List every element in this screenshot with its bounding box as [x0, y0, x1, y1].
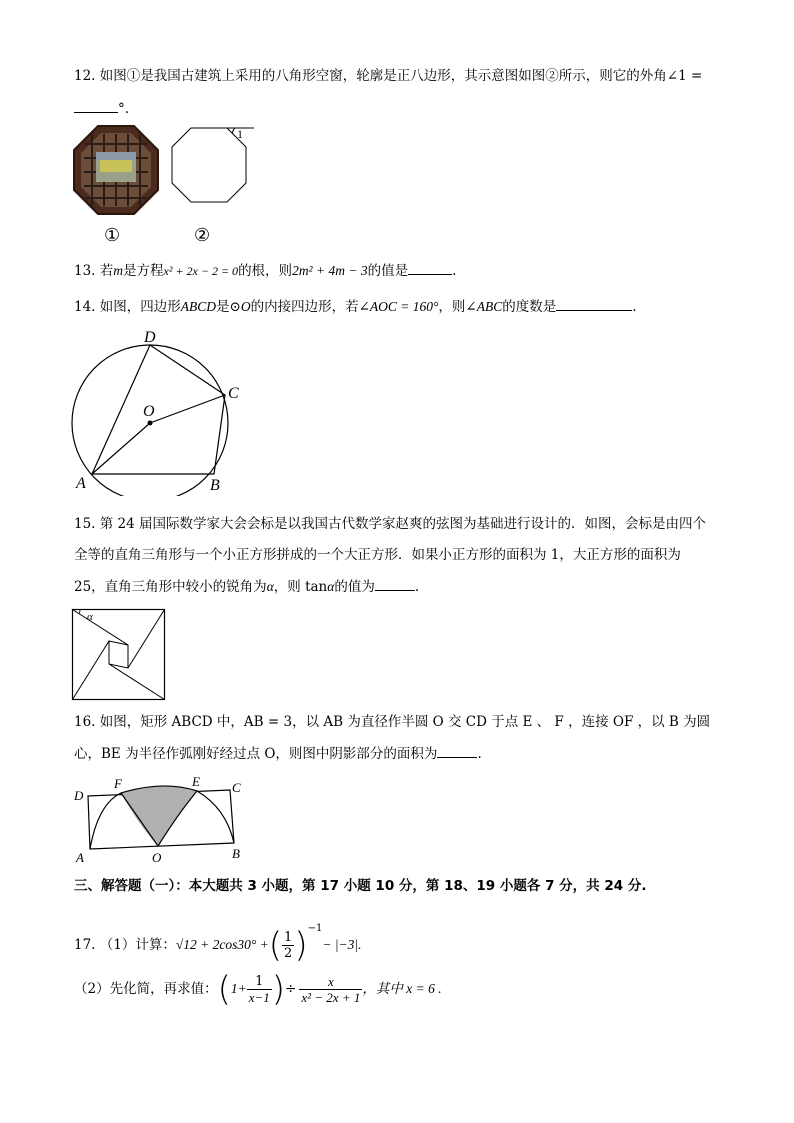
label-C: C — [232, 780, 241, 795]
label-B: B — [232, 846, 240, 861]
q15-line1: 15. 第 24 届国际数学家大会会标是以我国古代数学家赵爽的弦图为基础进行设计的．如图，会标是由四个 — [74, 516, 707, 532]
label-D: D — [74, 788, 84, 803]
q17-part1: 17. （1）计算：√12 + 2cos30° +( $\frac{1}{2}$ )$^{-1}$− |−3|. — [74, 923, 362, 966]
label-E: E — [192, 774, 200, 789]
angle-1-label: 1 — [237, 127, 243, 141]
q16-line2: 心，BE 为半径作弧刚好经过点 O，则图中阴影部分的面积为 . — [74, 743, 482, 764]
q12-line1: 12. 如图①是我国古建筑上采用的八角形空窗，轮廓是正八边形，其示意图如图②所示，则它的外角∠1 = — [74, 68, 703, 84]
fig-label-2: ② — [194, 225, 211, 246]
circle-quadrilateral-figure — [68, 326, 248, 496]
label-D: D — [144, 329, 156, 346]
string-diagram-figure — [71, 608, 167, 702]
label-O: O — [152, 850, 162, 865]
label-A: A — [76, 475, 86, 492]
q13-answer-blank[interactable] — [408, 260, 452, 275]
q12-line2: °. — [74, 98, 129, 119]
label-A: A — [76, 850, 84, 865]
label-C: C — [228, 385, 239, 402]
fig-label-1: ① — [104, 225, 121, 246]
q12-answer-blank[interactable] — [74, 98, 118, 113]
q16-answer-blank[interactable] — [437, 743, 477, 758]
octagon-diagram — [164, 122, 256, 214]
q14-line: 14. 如图，四边形ABCD是⊙O的内接四边形，若∠AOC = 160°，则∠ABC的度数是 . — [74, 296, 637, 317]
q14-answer-blank[interactable] — [556, 296, 632, 311]
octagon-window-photo — [72, 124, 160, 216]
section-3-header: 三、解答题（一）：本大题共 3 小题，第 17 小题 10 分，第 18、19 小题各 7 分，共 24 分. — [74, 878, 647, 894]
q17-part2: （2）先化简，再求值：(1+ $\frac{1}{x-1}$ )÷ $\frac{x}{\text{x² − 2x + 1}}$ ，其中 x = 6 . — [74, 969, 442, 1010]
alpha-label: α — [87, 611, 93, 623]
label-B: B — [210, 477, 220, 494]
q15-line3: 25，直角三角形中较小的锐角为α，则 tanα的值为 . — [74, 576, 419, 597]
label-O: O — [143, 403, 155, 420]
q16-line1: 16. 如图，矩形 ABCD 中，AB = 3，以 AB 为直径作半圆 O 交 CD 于点 E 、 F ，连接 OF ，以 B 为圆 — [74, 714, 711, 730]
q15-line2: 全等的直角三角形与一个小正方形拼成的一个大正方形．如果小正方形的面积为 1，大正方形的面积为 — [74, 547, 681, 563]
q15-answer-blank[interactable] — [375, 576, 415, 591]
label-F: F — [114, 776, 122, 791]
q13-line: 13. 若m是方程x² + 2x − 2 = 0的根，则2m² + 4m − 3的值是 . — [74, 260, 456, 281]
rectangle-semicircle-figure — [68, 774, 258, 866]
